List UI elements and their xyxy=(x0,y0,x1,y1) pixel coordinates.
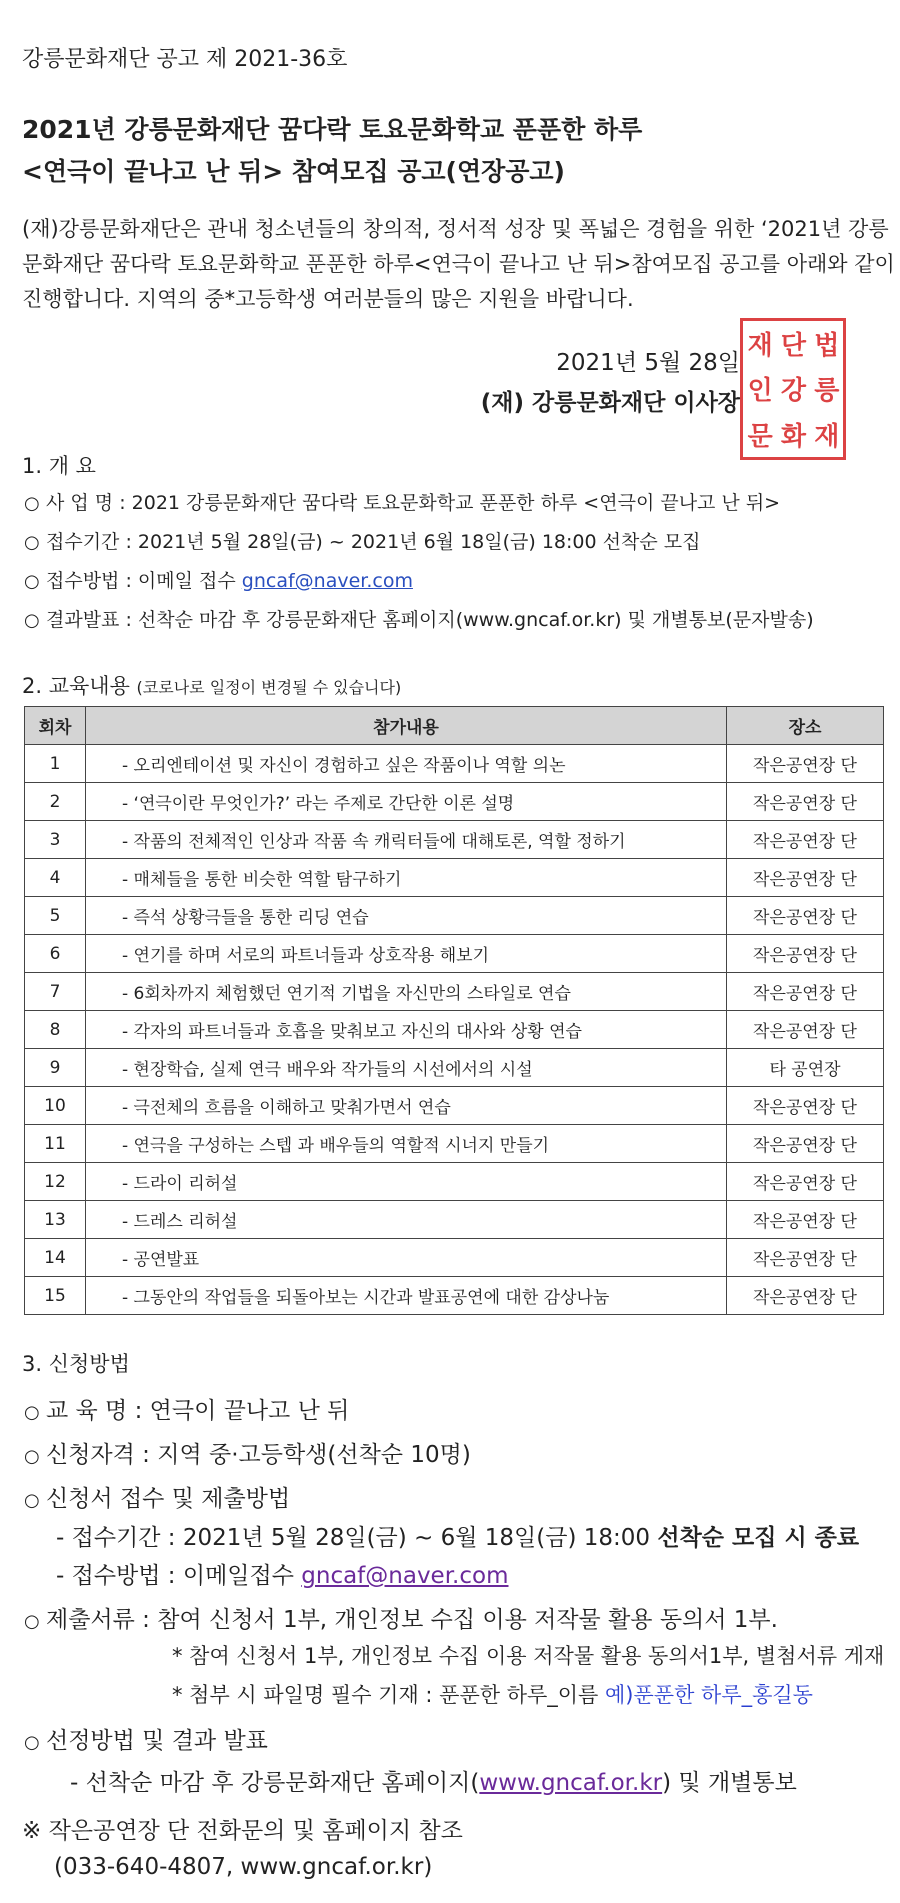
submission-period: - 접수기간 : 2021년 5월 28일(금) ~ 6월 18일(금) 18:00 선착순 모집 시 종료 xyxy=(56,1525,860,1551)
round-cell: 7 xyxy=(25,973,86,1011)
content-cell: - 드라이 리허설 xyxy=(86,1163,727,1201)
intro-paragraph: (재)강릉문화재단은 관내 청소년들의 창의적, 정서적 성장 및 폭넓은 경험을 위한 ‘2021년 강릉문화재단 꿈다락 토요문화학교 푼푼한 하루<연극이 끝나고 난 뒤>참여모집 공고를 아래와 같이 진행합니다. 지역의 중*고등학생 여러분들의 많은 지원을 바랍니다. xyxy=(22,217,895,311)
notice-number: 강릉문화재단 공고 제 2021-36호 xyxy=(22,47,348,72)
table-row xyxy=(25,897,884,935)
circle-bullet-icon: ○ xyxy=(24,1402,40,1423)
seal-character: 화 xyxy=(780,421,806,452)
round-cell: 13 xyxy=(25,1201,86,1239)
round-cell: 11 xyxy=(25,1125,86,1163)
overview-item-period: ○ 접수기간 : 2021년 5월 28일(금) ~ 2021년 6월 18일(금) 18:00 선착순 모집 xyxy=(24,531,701,553)
content-cell: - 공연발표 xyxy=(86,1239,727,1277)
place-cell: 작은공연장 단 xyxy=(727,783,884,821)
round-cell: 12 xyxy=(25,1163,86,1201)
table-row xyxy=(25,1011,884,1049)
round-cell: 14 xyxy=(25,1239,86,1277)
section1-heading: 1. 개 요 xyxy=(22,454,96,478)
seal-character: 릉 xyxy=(814,376,839,407)
round-cell: 6 xyxy=(25,935,86,973)
table-row xyxy=(25,821,884,859)
circle-bullet-icon: ○ xyxy=(24,1490,40,1511)
schedule-note: (코로나로 일정이 변경될 수 있습니다) xyxy=(136,678,402,697)
circle-bullet-icon: ○ xyxy=(24,1732,40,1753)
notice-title-line2: <연극이 끝나고 난 뒤> 참여모집 공고(연장공고) xyxy=(22,157,565,186)
place-cell: 작은공연장 단 xyxy=(727,859,884,897)
circle-bullet-icon: ○ xyxy=(24,1611,40,1632)
seal-character: 인 xyxy=(747,376,772,407)
place-cell: 작은공연장 단 xyxy=(727,1011,884,1049)
column-header-place: 장소 xyxy=(727,707,884,745)
content-cell: - 드레스 리허설 xyxy=(86,1201,727,1239)
eligibility: ○ 신청자격 : 지역 중·고등학생(선착순 10명) xyxy=(24,1442,471,1468)
selection-detail: - 선착순 마감 후 강릉문화재단 홈페이지(www.gncaf.or.kr) 및 개별통보 xyxy=(70,1770,797,1796)
circle-bullet-icon: ○ xyxy=(24,571,40,592)
place-cell: 작은공연장 단 xyxy=(727,1239,884,1277)
place-cell: 작은공연장 단 xyxy=(727,821,884,859)
place-cell: 작은공연장 단 xyxy=(727,1125,884,1163)
circle-bullet-icon: ○ xyxy=(24,610,40,631)
overview-item-name: ○ 사 업 명 : 2021 강릉문화재단 꿈다락 토요문화학교 푼푼한 하루 <연극이 끝나고 난 뒤> xyxy=(24,492,781,514)
place-cell: 작은공연장 단 xyxy=(727,1087,884,1125)
round-cell: 2 xyxy=(25,783,86,821)
round-cell: 3 xyxy=(25,821,86,859)
table-row xyxy=(25,1049,884,1087)
notice-title-line1: 2021년 강릉문화재단 꿈다락 토요문화학교 푼푼한 하루 xyxy=(22,115,643,144)
table-header-row xyxy=(25,707,884,745)
submission-method: - 접수방법 : 이메일접수 gncaf@naver.com xyxy=(56,1563,509,1589)
overview-item-result: ○ 결과발표 : 선착순 마감 후 강릉문화재단 홈페이지(www.gncaf.or.kr) 및 개별통보(문자발송) xyxy=(24,609,814,631)
round-cell: 15 xyxy=(25,1277,86,1315)
round-cell: 8 xyxy=(25,1011,86,1049)
submission-heading: ○ 신청서 접수 및 제출방법 xyxy=(24,1486,291,1512)
table-row xyxy=(25,783,884,821)
email-link[interactable]: gncaf@naver.com xyxy=(241,570,413,592)
table-row xyxy=(25,1277,884,1315)
footer-contact-note: ※ 작은공연장 단 전화문의 및 홈페이지 참조 xyxy=(22,1818,463,1844)
place-cell: 작은공연장 단 xyxy=(727,935,884,973)
circle-bullet-icon: ○ xyxy=(24,1446,40,1467)
circle-bullet-icon: ○ xyxy=(24,493,40,514)
table-row xyxy=(25,859,884,897)
schedule-table-body xyxy=(25,745,884,1315)
content-cell: - ‘연극이란 무엇인가?’ 라는 주제로 간단한 이론 설명 xyxy=(86,783,727,821)
seal-character: 강 xyxy=(780,376,806,407)
documents-note-2: * 첨부 시 파일명 필수 기재 : 푼푼한 하루_이름 예)푼푼한 하루_홍길동 xyxy=(172,1683,813,1707)
table-row xyxy=(25,1201,884,1239)
round-cell: 5 xyxy=(25,897,86,935)
content-cell: - 연극을 구성하는 스텝 과 배우들의 역할적 시너지 만들기 xyxy=(86,1125,727,1163)
table-row xyxy=(25,1239,884,1277)
place-cell: 작은공연장 단 xyxy=(727,897,884,935)
seal-character: 재 xyxy=(747,331,772,362)
table-row xyxy=(25,1087,884,1125)
table-row xyxy=(25,745,884,783)
place-cell: 작은공연장 단 xyxy=(727,1277,884,1315)
round-cell: 10 xyxy=(25,1087,86,1125)
round-cell: 9 xyxy=(25,1049,86,1087)
content-cell: - 즉석 상황극들을 통한 리딩 연습 xyxy=(86,897,727,935)
seal-character: 문 xyxy=(747,421,772,452)
section2-heading: 2. 교육내용 (코로나로 일정이 변경될 수 있습니다) xyxy=(22,674,402,698)
place-cell: 작은공연장 단 xyxy=(727,973,884,1011)
email-link[interactable]: gncaf@naver.com xyxy=(301,1563,509,1589)
content-cell: - 각자의 파트너들과 호흡을 맞춰보고 자신의 대사와 상황 연습 xyxy=(86,1011,727,1049)
place-cell: 작은공연장 단 xyxy=(727,745,884,783)
place-cell: 작은공연장 단 xyxy=(727,1163,884,1201)
column-header-round: 회차 xyxy=(25,707,86,745)
content-cell: - 6회차까지 체험했던 연기적 기법을 자신만의 스타일로 연습 xyxy=(86,973,727,1011)
notice-date: 2021년 5월 28일 xyxy=(556,350,740,376)
issuer-name: (재) 강릉문화재단 이사장 xyxy=(480,390,740,416)
table-row xyxy=(25,1163,884,1201)
content-cell: - 연기를 하며 서로의 파트너들과 상호작용 해보기 xyxy=(86,935,727,973)
schedule-table xyxy=(24,706,884,1315)
selection-heading: ○ 선정방법 및 결과 발표 xyxy=(24,1728,268,1754)
overview-item-method: ○ 접수방법 : 이메일 접수 gncaf@naver.com xyxy=(24,570,413,592)
place-cell: 작은공연장 단 xyxy=(727,1201,884,1239)
table-row xyxy=(25,935,884,973)
content-cell: - 그동안의 작업들을 되돌아보는 시간과 발표공연에 대한 감상나눔 xyxy=(86,1277,727,1315)
round-cell: 1 xyxy=(25,745,86,783)
footer-contact-info: (033-640-4807, www.gncaf.or.kr) xyxy=(54,1854,433,1880)
section3-heading: 3. 신청방법 xyxy=(22,1352,130,1376)
required-documents: ○ 제출서류 : 참여 신청서 1부, 개인정보 수집 이용 저작물 활용 동의서 1부. xyxy=(24,1607,778,1633)
seal-character: 법 xyxy=(814,331,839,362)
content-cell: - 극전체의 흐름을 이해하고 맞춰가면서 연습 xyxy=(86,1087,727,1125)
table-row xyxy=(25,973,884,1011)
content-cell: - 매체들을 통한 비슷한 역할 탐구하기 xyxy=(86,859,727,897)
content-cell: - 작품의 전체적인 인상과 작품 속 캐릭터들에 대해토론, 역할 정하기 xyxy=(86,821,727,859)
round-cell: 4 xyxy=(25,859,86,897)
official-seal xyxy=(740,318,846,460)
table-row xyxy=(25,1125,884,1163)
documents-note-1: * 참여 신청서 1부, 개인정보 수집 이용 저작물 활용 동의서1부, 별첨서류 게재 xyxy=(172,1644,885,1668)
seal-character: 재 xyxy=(814,421,839,452)
content-cell: - 오리엔테이션 및 자신이 경험하고 싶은 작품이나 역할 의논 xyxy=(86,745,727,783)
homepage-link[interactable]: www.gncaf.or.kr xyxy=(479,1770,663,1796)
seal-character: 단 xyxy=(780,331,806,362)
course-name: ○ 교 육 명 : 연극이 끝나고 난 뒤 xyxy=(24,1398,350,1424)
content-cell: - 현장학습, 실제 연극 배우와 작가들의 시선에서의 시설 xyxy=(86,1049,727,1087)
column-header-content: 참가내용 xyxy=(86,707,727,745)
circle-bullet-icon: ○ xyxy=(24,532,40,553)
place-cell: 타 공연장 xyxy=(727,1049,884,1087)
